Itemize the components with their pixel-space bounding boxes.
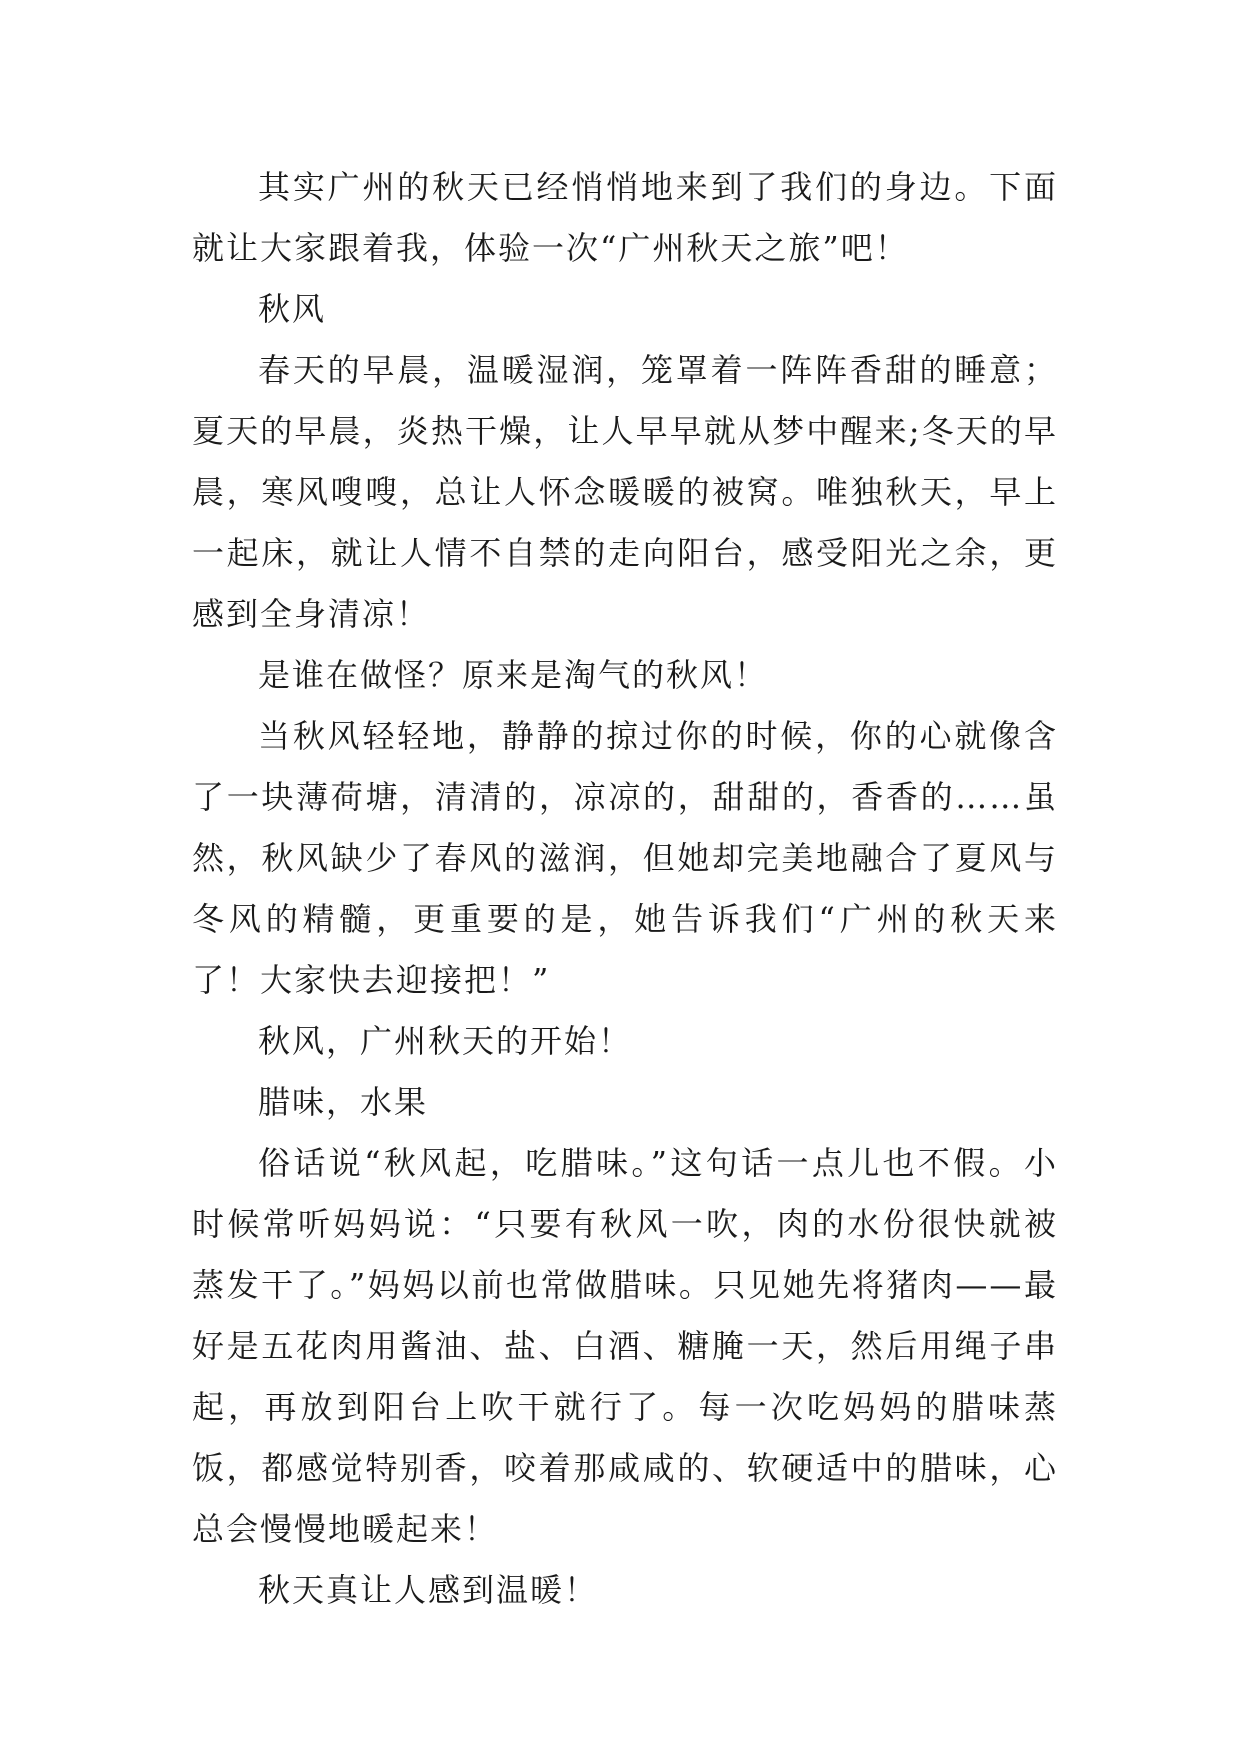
paragraph-question: 是谁在做怪？原来是淘气的秋风！ — [258, 656, 769, 694]
paragraph-mornings: 春天的早晨，温暖湿润，笼罩着一阵阵香甜的睡意；夏天的早晨，炎热干燥，让人早早就从梦中醒来;冬天的早晨，寒风嗖嗖，总让人怀念暖暖的被窝。唯独秋天，早上一起床，就让人情不自禁的走向阳台，感受阳光之余，更感到全身清凉！ — [192, 351, 1058, 633]
paragraph-warmth-conclusion: 秋天真让人感到温暖！ — [258, 1571, 599, 1609]
paragraph-wind-description: 当秋风轻轻地，静静的掠过你的时候，你的心就像含了一块薄荷塘，清清的，凉凉的，甜甜的，香香的……虽然，秋风缺少了春风的滋润，但她却完美地融合了夏风与冬风的精髓，更重要的是，她告诉我们“广州的秋天来了！大家快去迎接把！” — [192, 717, 1058, 999]
paragraph-cured-meat: 俗话说“秋风起，吃腊味。”这句话一点儿也不假。小时候常听妈妈说：“只要有秋风一吹，肉的水份很快就被蒸发干了。”妈妈以前也常做腊味。只见她先将猪肉——最好是五花肉用酱油、盐、白酒、糖腌一天，然后用绳子串起，再放到阳台上吹干就行了。每一次吃妈妈的腊味蒸饭，都感觉特别香，咬着那咸咸的、软硬适中的腊味，心总会慢慢地暖起来！ — [192, 1144, 1058, 1548]
section-heading-cured-meat-fruit: 腊味，水果 — [258, 1083, 429, 1121]
document-body — [192, 157, 1058, 1621]
paragraph-wind-conclusion: 秋风，广州秋天的开始！ — [258, 1022, 633, 1060]
section-heading-autumn-wind: 秋风 — [258, 290, 327, 328]
paragraph-intro: 其实广州的秋天已经悄悄地来到了我们的身边。下面就让大家跟着我，体验一次“广州秋天之旅”吧！ — [192, 168, 1058, 267]
